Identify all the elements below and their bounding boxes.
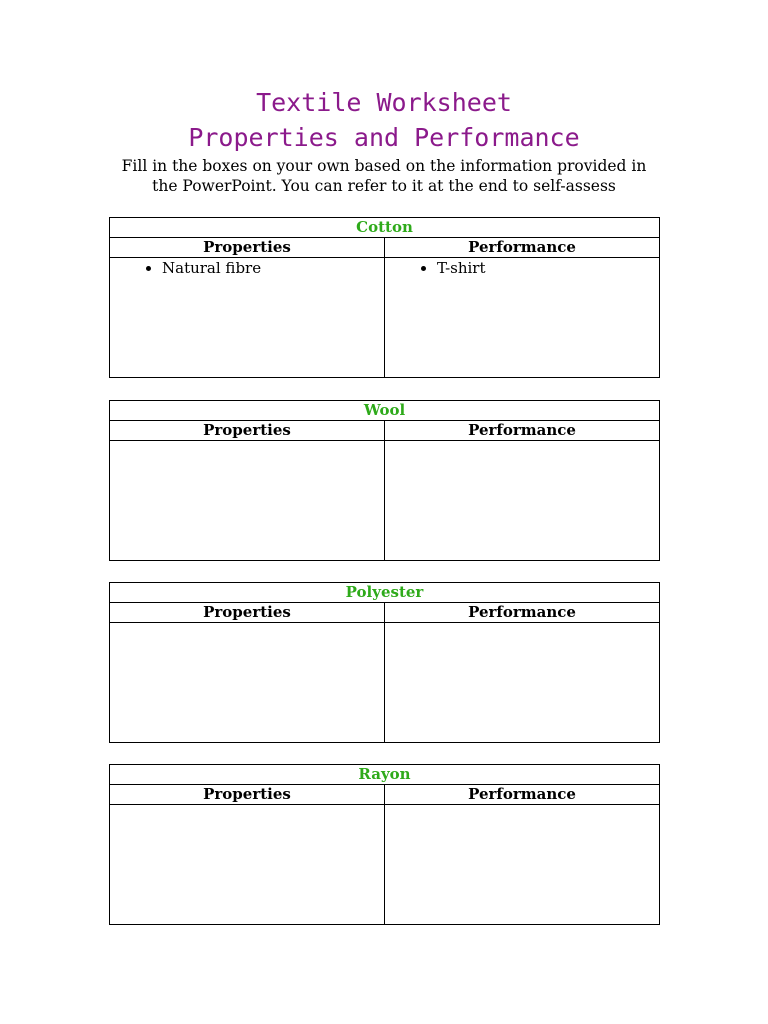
fibre-name: Cotton <box>110 218 660 238</box>
performance-cell[interactable] <box>385 805 660 925</box>
fibre-name: Wool <box>110 401 660 421</box>
performance-header: Performance <box>385 238 660 258</box>
performance-cell[interactable] <box>385 258 660 378</box>
properties-header: Properties <box>110 785 385 805</box>
performance-cell[interactable] <box>385 623 660 743</box>
list-item: • Natural fibre <box>162 258 384 279</box>
wool-table <box>109 400 660 561</box>
performance-list <box>385 258 659 279</box>
instructions-line-1: Fill in the boxes on your own based on the information provided in <box>121 157 647 175</box>
properties-header: Properties <box>110 603 385 623</box>
performance-header: Performance <box>385 421 660 441</box>
properties-cell[interactable] <box>110 805 385 925</box>
properties-header: Properties <box>110 238 385 258</box>
properties-header: Properties <box>110 421 385 441</box>
instructions <box>0 156 768 196</box>
fibre-name: Polyester <box>110 583 660 603</box>
cotton-table <box>109 217 660 378</box>
properties-list <box>110 258 384 279</box>
worksheet-title: Textile Worksheet <box>256 88 512 117</box>
polyester-table <box>109 582 660 743</box>
list-item: • T-shirt <box>437 258 659 279</box>
performance-header: Performance <box>385 785 660 805</box>
instructions-line-2: the PowerPoint. You can refer to it at the end to self-assess <box>152 177 616 195</box>
properties-cell[interactable] <box>110 623 385 743</box>
performance-header: Performance <box>385 603 660 623</box>
rayon-table <box>109 764 660 925</box>
worksheet-subtitle: Properties and Performance <box>188 123 580 152</box>
performance-cell[interactable] <box>385 441 660 561</box>
fibre-name: Rayon <box>110 765 660 785</box>
properties-cell[interactable] <box>110 441 385 561</box>
properties-cell[interactable] <box>110 258 385 378</box>
